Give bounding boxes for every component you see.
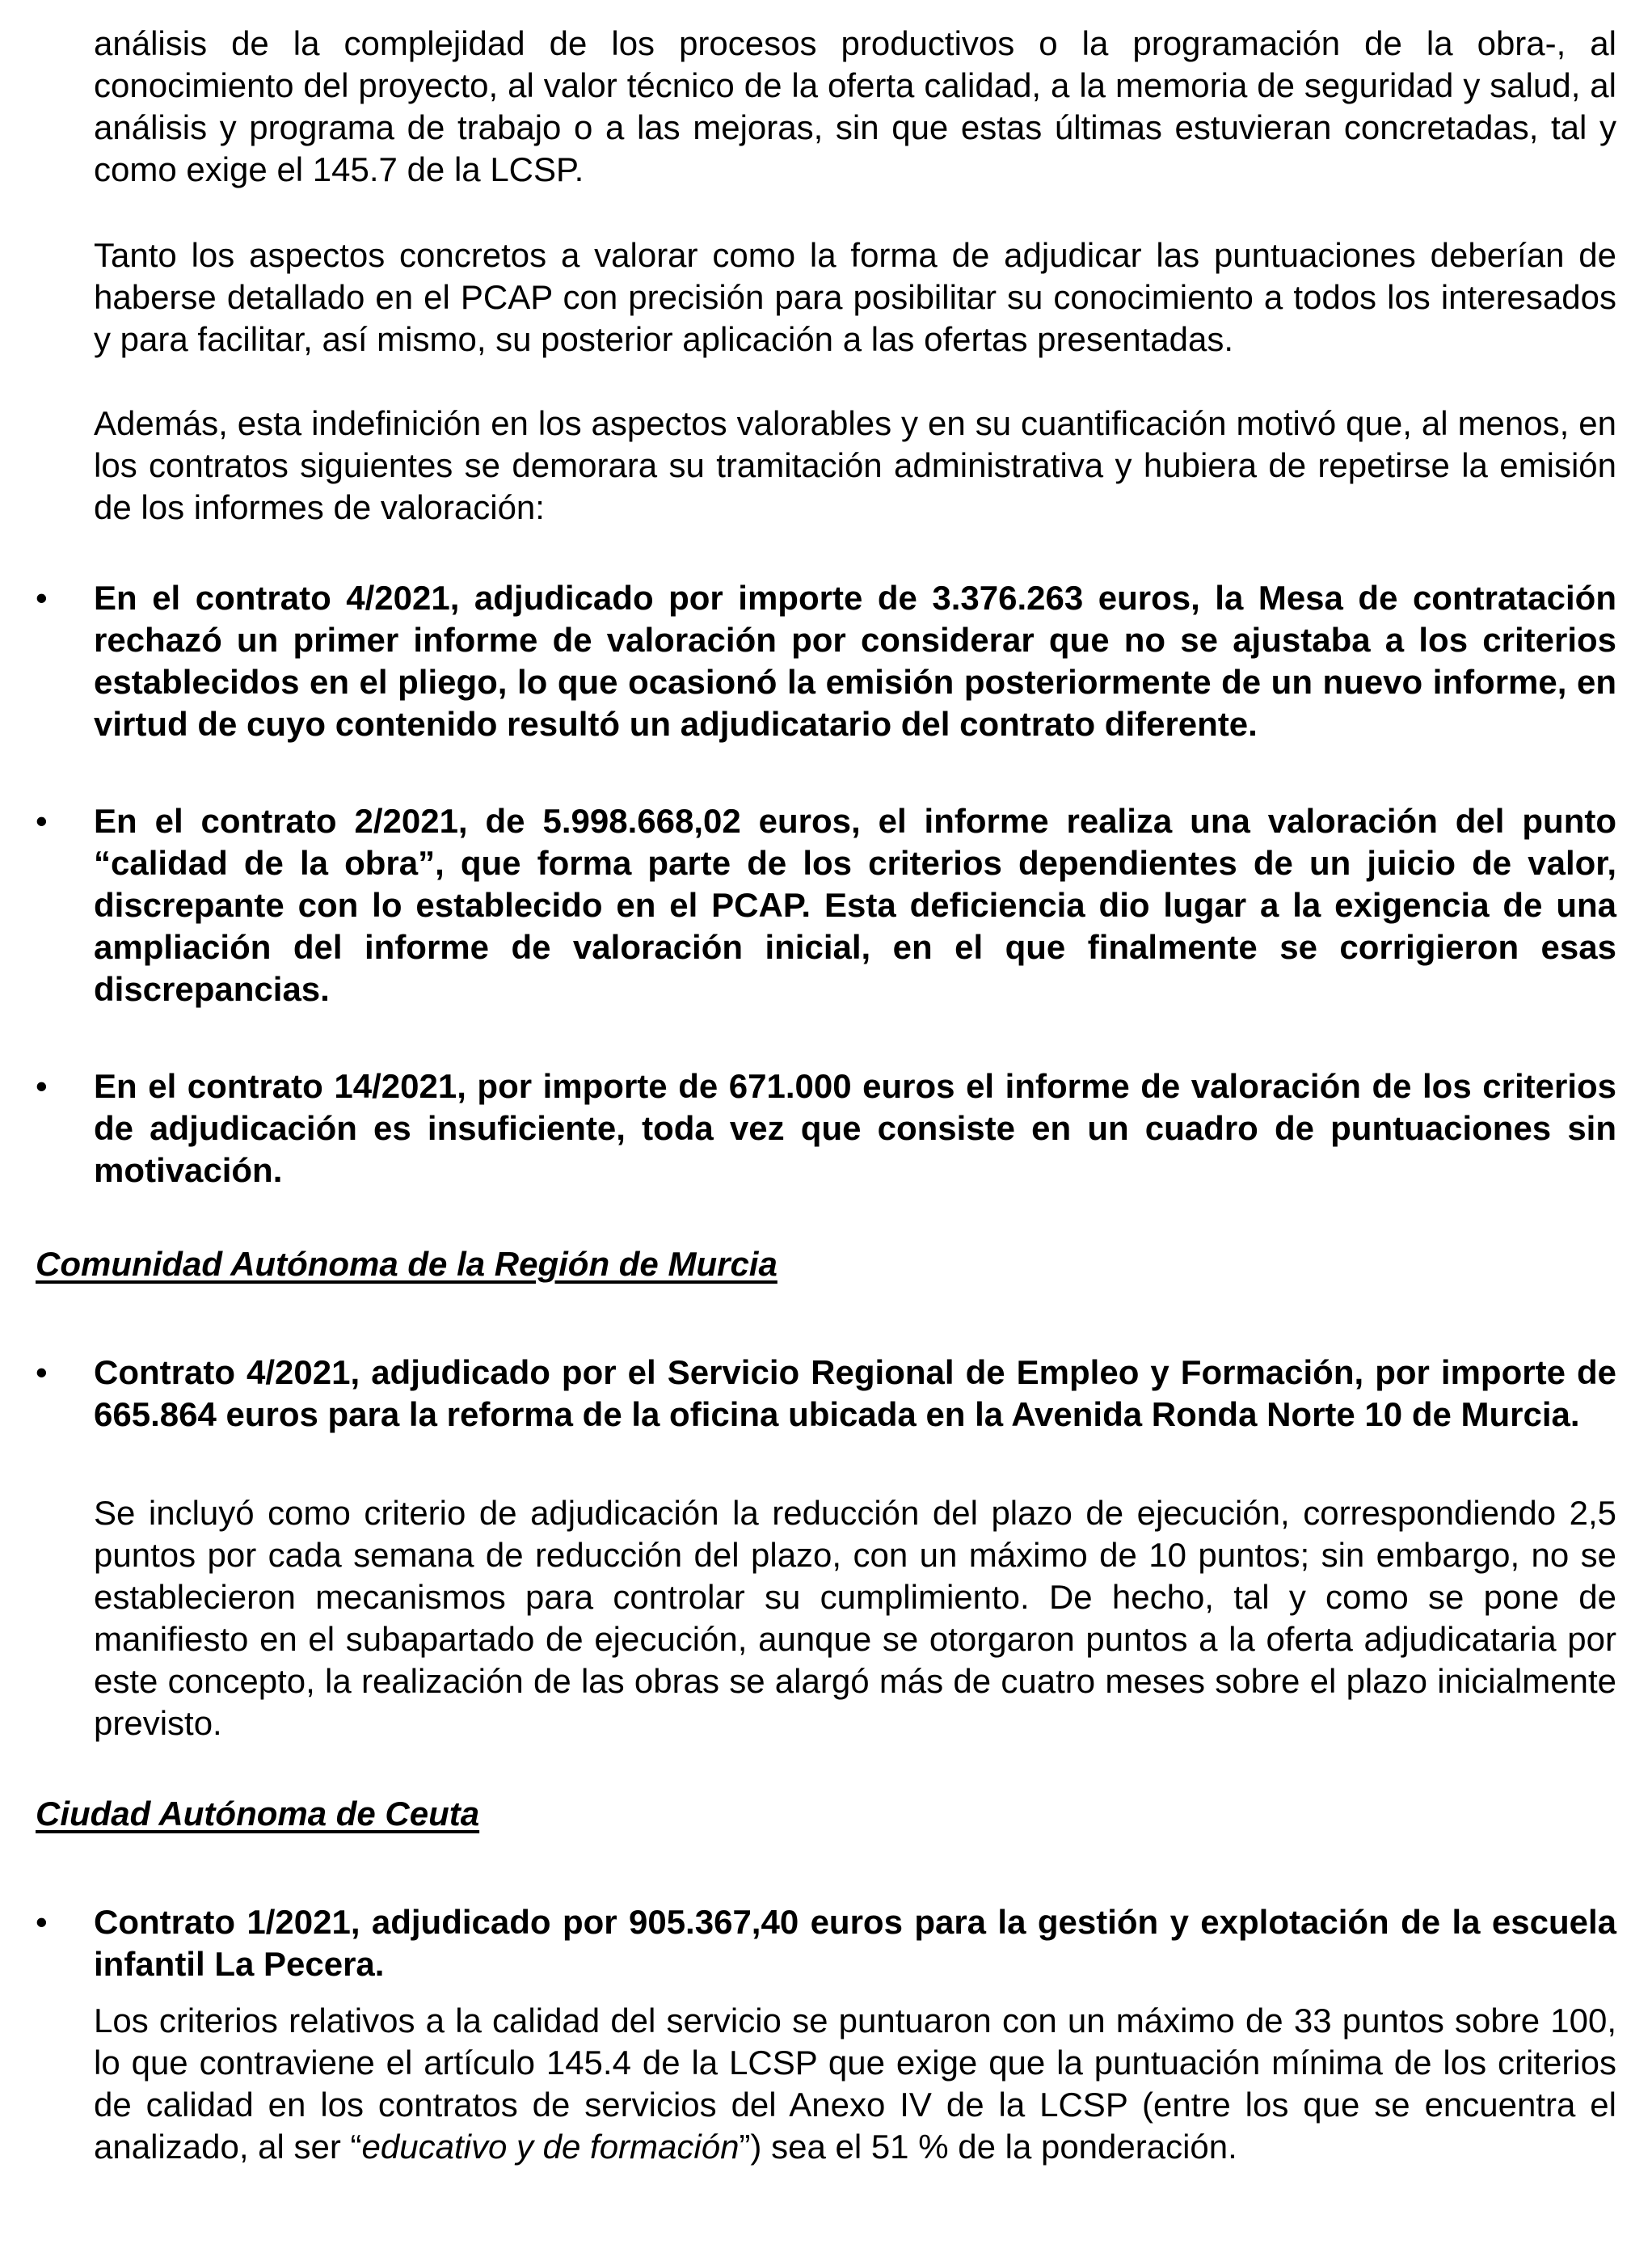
intro-paragraph-1: análisis de la complejidad de los procesos productivos o la programación de la obra-, al conocimiento del proyecto, al valor técnico de la oferta calidad, a la memoria de seguridad y salud, al análisis y programa de trabajo o a las mejoras, sin que estas últimas estuvieran concretadas, tal y como exige el 145.7 de la LCSP. <box>94 24 1616 188</box>
bullet-marker: • <box>36 579 48 617</box>
ceuta-body-text-before: Los criterios relativos a la calidad del servicio se puntuaron con un máximo de 33 puntos sobre 100, lo que contraviene el artículo 145.4 de la LCSP que exige que la puntuación mínima de los criterios de calidad en los contratos de servicios del Anexo IV de la LCSP (entre los que se encuentra el analizado, al ser “ <box>94 2001 1616 2166</box>
bullet-contract-14-2021: En el contrato 14/2021, por importe de 671.000 euros el informe de valoración de los criterios de adjudicación es insuficiente, toda vez que consiste en un cuadro de puntuaciones sin motivación. <box>94 1067 1616 1189</box>
section-heading-murcia: Comunidad Autónoma de la Región de Murcia <box>36 1245 778 1283</box>
ceuta-body-italic: educativo y de formación <box>361 2128 740 2166</box>
bullet-marker: • <box>36 802 48 840</box>
intro-paragraph-2: Tanto los aspectos concretos a valorar como la forma de adjudicar las puntuaciones deberían de haberse detallado en el PCAP con precisión para posibilitar su conocimiento a todos los interesados y para facilitar, así mismo, su posterior aplicación a las ofertas presentadas. <box>94 236 1616 358</box>
bullet-marker: • <box>36 1067 48 1105</box>
section-heading-ceuta: Ciudad Autónoma de Ceuta <box>36 1795 480 1833</box>
bullet-marker: • <box>36 1903 48 1941</box>
bullet-marker: • <box>36 1353 48 1391</box>
murcia-body-paragraph: Se incluyó como criterio de adjudicación la reducción del plazo de ejecución, correspondiendo 2,5 puntos por cada semana de reducción del plazo, con un máximo de 10 puntos; sin embargo, no se establecieron mecanismos para controlar su cumplimiento. De hecho, tal y como se pone de manifiesto en el subapartado de ejecución, aunque se otorgaron puntos a la oferta adjudicataria por este concepto, la realización de las obras se alargó más de cuatro meses sobre el plazo inicialmente previsto. <box>94 1494 1616 1742</box>
intro-paragraph-3: Además, esta indefinición en los aspectos valorables y en su cuantificación motivó que, al menos, en los contratos siguientes se demorara su tramitación administrativa y hubiera de repetirse la emisión de los informes de valoración: <box>94 404 1616 526</box>
bullet-contract-4-2021: En el contrato 4/2021, adjudicado por importe de 3.376.263 euros, la Mesa de contratación rechazó un primer informe de valoración por considerar que no se ajustaba a los criterios establecidos en el pliego, lo que ocasionó la emisión posteriormente de un nuevo informe, en virtud de cuyo contenido resultó un adjudicatario del contrato diferente. <box>94 579 1616 743</box>
bullet-contract-ceuta: Contrato 1/2021, adjudicado por 905.367,40 euros para la gestión y explotación de la escuela infantil La Pecera. <box>94 1903 1616 1983</box>
bullet-contract-murcia: Contrato 4/2021, adjudicado por el Servicio Regional de Empleo y Formación, por importe de 665.864 euros para la reforma de la oficina ubicada en la Avenida Ronda Norte 10 de Murcia. <box>94 1353 1616 1433</box>
ceuta-body-text-after: ”) sea el 51 % de la ponderación. <box>739 2128 1237 2166</box>
ceuta-body-paragraph <box>94 2000 1616 2168</box>
bullet-contract-2-2021: En el contrato 2/2021, de 5.998.668,02 euros, el informe realiza una valoración del punto “calidad de la obra”, que forma parte de los criterios dependientes de un juicio de valor, discrepante con lo establecido en el PCAP. Esta deficiencia dio lugar a la exigencia de una ampliación del informe de valoración inicial, en el que finalmente se corrigieron esas discrepancias. <box>94 802 1616 1008</box>
